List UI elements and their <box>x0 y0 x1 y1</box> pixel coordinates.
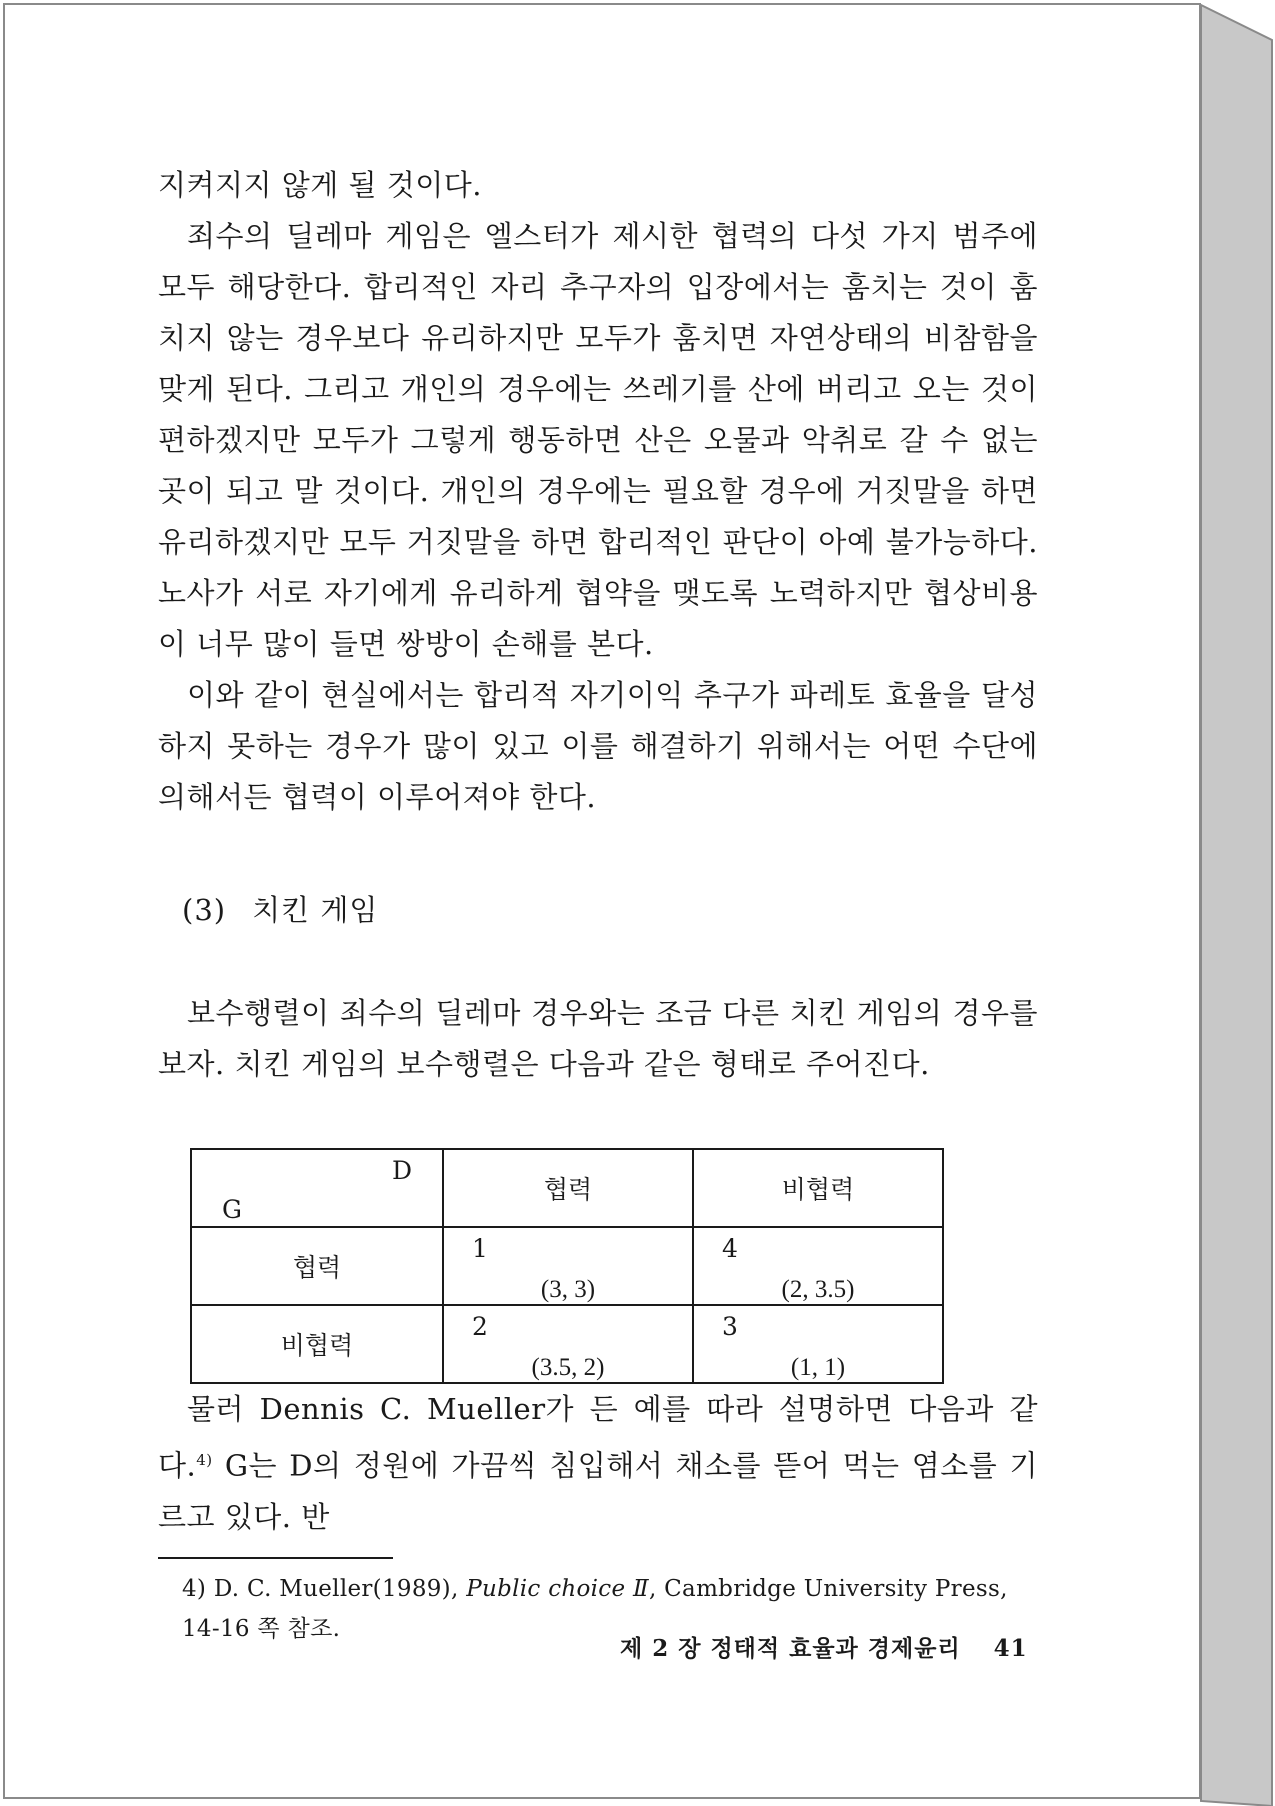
paragraph-prisoners-dilemma: 죄수의 딜레마 게임은 엘스터가 제시한 협력의 다섯 가지 범주에 모두 해당한다. 합리적인 자리 추구자의 입장에서는 훔치는 것이 훔치지 않는 경우보다 유리하지만 모두가 훔치면 자연상태의 비참함을 맞게 된다. 그리고 개인의 경우에는 쓰레기를 산에 버리고 오는 것이 편하겠지만 모두가 그렇게 행동하면 산은 오물과 악취로 갈 수 없는 곳이 되고 말 것이다. 개인의 경우에는 필요할 경우에 거짓말을 하면 유리하겠지만 모두 거짓말을 하면 합리적인 판단이 아예 불가능하다. 노사가 서로 자기에게 유리하게 협약을 맺도록 노력하지만 협상비용이 너무 많이 들면 쌍방이 손해를 본다. <box>158 219 1038 661</box>
section-number: (3) <box>182 893 227 927</box>
payoff-matrix <box>190 1148 1038 1384</box>
col-header-defect: 비협력 <box>693 1149 943 1227</box>
cell-payoff: (3.5, 2) <box>531 1354 605 1381</box>
cell-rank: 4 <box>721 1234 738 1263</box>
paragraph-continuation: 지켜지지 않게 될 것이다. <box>158 168 483 202</box>
footnote-marker: 4) <box>182 1575 207 1602</box>
paragraph-pareto: 이와 같이 현실에서는 합리적 자기이익 추구가 파레토 효율을 달성하지 못하는 경우가 많이 있고 이를 해결하기 위해서는 어떤 수단에 의해서든 협력이 이루어져야 한다. <box>158 678 1038 814</box>
footnote-book-title: Public choice Ⅱ <box>466 1575 649 1602</box>
section-heading <box>182 885 1038 936</box>
footnote-divider <box>158 1557 393 1559</box>
row-player-label: G <box>222 1195 242 1224</box>
running-title: 제 2 장 정태적 효율과 경제윤리 <box>620 1635 961 1662</box>
cell-rank: 2 <box>471 1312 488 1341</box>
cell-payoff: (3, 3) <box>540 1276 596 1303</box>
matrix-cell <box>443 1305 693 1383</box>
page-number: 41 <box>993 1635 1028 1662</box>
section-title: 치킨 게임 <box>252 893 379 927</box>
footnote-text-cont: , Cambridge University Press, 14-16 쪽 참조. <box>182 1575 1008 1642</box>
row-header-cooperate: 협력 <box>191 1227 443 1305</box>
col-player-label: D <box>391 1156 412 1185</box>
paragraph-mueller-example <box>158 1384 1038 1543</box>
payoff-table <box>190 1148 944 1384</box>
matrix-row <box>191 1305 943 1383</box>
page-content <box>158 160 1038 1649</box>
cell-rank: 3 <box>721 1312 738 1341</box>
page-footer <box>620 1630 1028 1663</box>
col-header-cooperate: 협력 <box>443 1149 693 1227</box>
cell-rank: 1 <box>471 1234 488 1263</box>
matrix-cell <box>443 1227 693 1305</box>
matrix-corner <box>191 1149 443 1227</box>
matrix-row <box>191 1227 943 1305</box>
cell-payoff: (1, 1) <box>790 1354 846 1381</box>
footnote-text: D. C. Mueller(1989), <box>213 1575 467 1602</box>
paragraph-mueller-text: 물러 Dennis C. Mueller가 든 예를 따라 설명하면 다음과 같다. <box>158 1392 1038 1483</box>
row-header-defect: 비협력 <box>191 1305 443 1383</box>
matrix-cell <box>693 1227 943 1305</box>
matrix-header-row <box>191 1149 943 1227</box>
matrix-cell <box>693 1305 943 1383</box>
footnote-reference: 4) <box>196 1451 213 1469</box>
paragraph-intro: 보수행렬이 죄수의 딜레마 경우와는 조금 다른 치킨 게임의 경우를 보자. 치킨 게임의 보수행렬은 다음과 같은 형태로 주어진다. <box>158 996 1038 1081</box>
paragraph-mueller-text-cont: G는 D의 정원에 가끔씩 침입해서 채소를 뜯어 먹는 염소를 기르고 있다. 반 <box>158 1448 1038 1534</box>
cell-payoff: (2, 3.5) <box>781 1276 855 1303</box>
